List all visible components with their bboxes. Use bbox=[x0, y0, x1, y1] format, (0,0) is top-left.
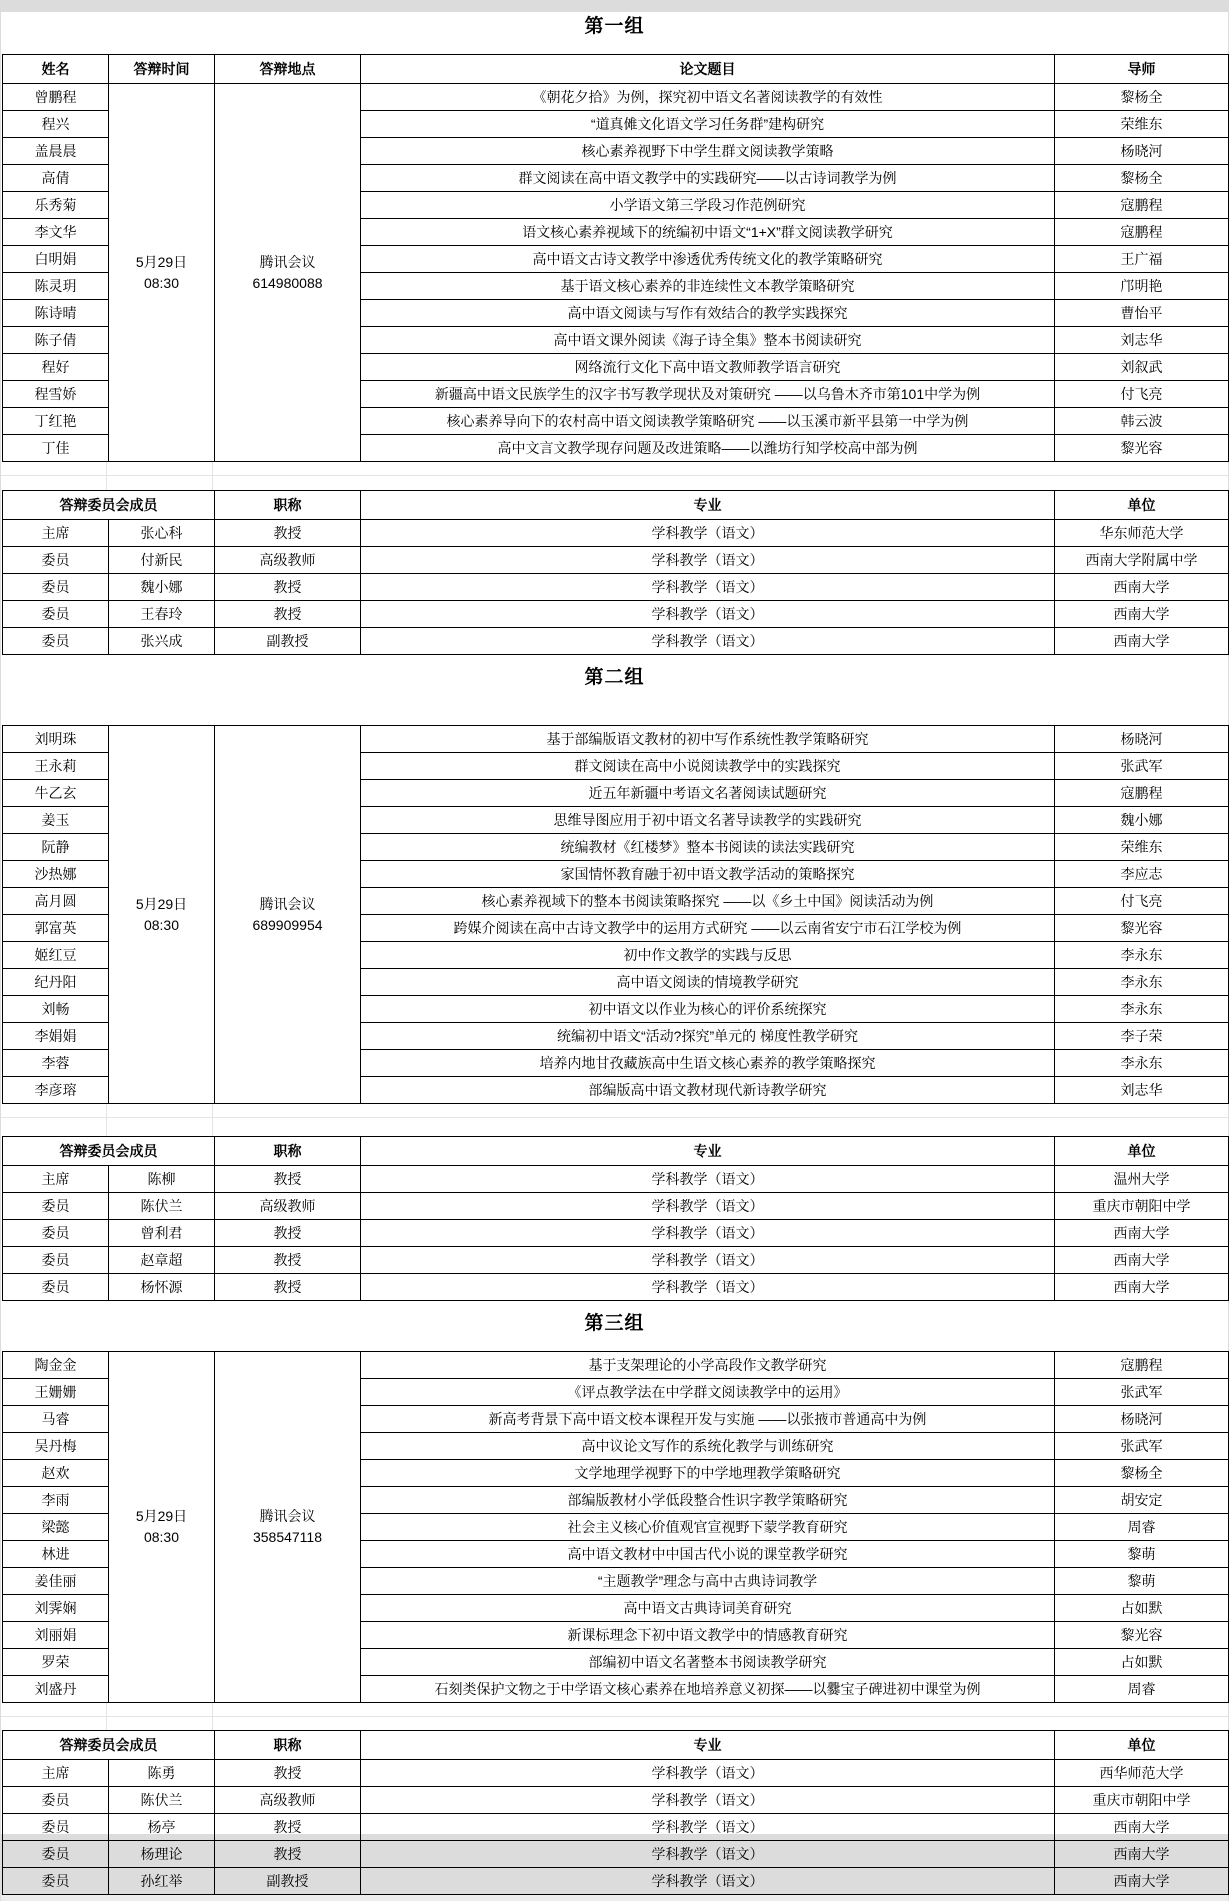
committee-table-group-1 bbox=[2, 490, 1229, 655]
thesis-title-cell: 高中文言文教学现存问题及改进策略——以潍坊行知学校高中部为例 bbox=[361, 435, 1055, 462]
header-committee-members: 答辩委员会成员 bbox=[3, 1137, 215, 1166]
committee-unit-cell: 西南大学 bbox=[1055, 1247, 1229, 1274]
advisor-cell: 胡安定 bbox=[1055, 1487, 1229, 1514]
advisor-cell: 黎杨全 bbox=[1055, 1460, 1229, 1487]
student-name-cell: 沙热娜 bbox=[3, 861, 109, 888]
student-name-cell: 刘霁娴 bbox=[3, 1595, 109, 1622]
committee-major-cell: 学科教学（语文） bbox=[361, 1787, 1055, 1814]
student-name-cell: 刘盛丹 bbox=[3, 1676, 109, 1703]
committee-row bbox=[3, 628, 1229, 655]
committee-name-cell: 杨怀源 bbox=[109, 1274, 215, 1301]
advisor-cell: 李子荣 bbox=[1055, 1023, 1229, 1050]
committee-role-cell: 主席 bbox=[3, 1166, 109, 1193]
thesis-title-cell: 石刻类保护文物之于中学语文核心素养在地培养意义初探——以爨宝子碑进初中课堂为例 bbox=[361, 1676, 1055, 1703]
meeting-platform: 腾讯会议 bbox=[259, 1508, 316, 1524]
defense-clock: 08:30 bbox=[143, 1529, 180, 1545]
thesis-title-cell: 基于部编版语文教材的初中写作系统性教学策略研究 bbox=[361, 726, 1055, 753]
committee-unit-cell: 西南大学附属中学 bbox=[1055, 547, 1229, 574]
thesis-title-cell: 高中语文教材中中国古代小说的课堂教学研究 bbox=[361, 1541, 1055, 1568]
committee-major-cell: 学科教学（语文） bbox=[361, 601, 1055, 628]
meeting-id: 614980088 bbox=[252, 274, 323, 291]
defense-time-cell bbox=[109, 726, 215, 1104]
advisor-cell: 黎萌 bbox=[1055, 1568, 1229, 1595]
committee-role-cell: 委员 bbox=[3, 1193, 109, 1220]
student-name-cell: 丁佳 bbox=[3, 435, 109, 462]
committee-rank-cell: 教授 bbox=[215, 1220, 361, 1247]
advisor-cell: 杨晓河 bbox=[1055, 726, 1229, 753]
committee-rank-cell: 副教授 bbox=[215, 1868, 361, 1895]
committee-header-row bbox=[3, 1731, 1229, 1760]
committee-role-cell: 委员 bbox=[3, 1814, 109, 1841]
advisor-cell: 荣维东 bbox=[1055, 834, 1229, 861]
committee-role-cell: 委员 bbox=[3, 1841, 109, 1868]
committee-rank-cell: 高级教师 bbox=[215, 1193, 361, 1220]
student-row bbox=[3, 726, 1229, 753]
thesis-title-cell: 部编版教材小学低段整合性识字教学策略研究 bbox=[361, 1487, 1055, 1514]
group-title-3: 第三组 bbox=[584, 1313, 645, 1334]
student-name-cell: 刘丽娟 bbox=[3, 1622, 109, 1649]
advisor-cell: 寇鹏程 bbox=[1055, 219, 1229, 246]
thesis-title-cell: 群文阅读在高中语文教学中的实践研究——以古诗词教学为例 bbox=[361, 165, 1055, 192]
advisor-cell: 荣维东 bbox=[1055, 111, 1229, 138]
header-committee-members: 答辩委员会成员 bbox=[3, 1731, 215, 1760]
student-name-cell: 陈子倩 bbox=[3, 327, 109, 354]
thesis-title-cell: 高中语文阅读的情境教学研究 bbox=[361, 969, 1055, 996]
defense-clock: 08:30 bbox=[143, 916, 180, 933]
thesis-title-cell: 网络流行文化下高中语文教师教学语言研究 bbox=[361, 354, 1055, 381]
advisor-cell: 刘志华 bbox=[1055, 327, 1229, 354]
thesis-title-cell: 近五年新疆中考语文名著阅读试题研究 bbox=[361, 780, 1055, 807]
committee-major-cell: 学科教学（语文） bbox=[361, 520, 1055, 547]
advisor-cell: 李应志 bbox=[1055, 861, 1229, 888]
committee-name-cell: 王春玲 bbox=[109, 601, 215, 628]
thesis-title-cell: 群文阅读在高中小说阅读教学中的实践探究 bbox=[361, 753, 1055, 780]
committee-role-cell: 委员 bbox=[3, 1220, 109, 1247]
thesis-title-cell: 高中语文课外阅读《海子诗全集》整本书阅读研究 bbox=[361, 327, 1055, 354]
spacer-gridlines bbox=[1, 1703, 1228, 1730]
header-rank: 职称 bbox=[215, 1137, 361, 1166]
thesis-title-cell: 高中议论文写作的系统化教学与训练研究 bbox=[361, 1433, 1055, 1460]
student-name-cell: 李雨 bbox=[3, 1487, 109, 1514]
committee-role-cell: 委员 bbox=[3, 601, 109, 628]
student-name-cell: 马睿 bbox=[3, 1406, 109, 1433]
group-title-2: 第二组 bbox=[584, 667, 645, 688]
header-unit: 单位 bbox=[1055, 491, 1229, 520]
thesis-title-cell: 家国情怀教育融于初中语文教学活动的策略探究 bbox=[361, 861, 1055, 888]
thesis-title-cell: 跨媒介阅读在高中古诗文教学中的运用方式研究 ——以云南省安宁市石江学校为例 bbox=[361, 915, 1055, 942]
advisor-cell: 周睿 bbox=[1055, 1676, 1229, 1703]
committee-role-cell: 委员 bbox=[3, 1247, 109, 1274]
committee-rank-cell: 教授 bbox=[215, 1814, 361, 1841]
committee-rank-cell: 教授 bbox=[215, 520, 361, 547]
committee-row bbox=[3, 601, 1229, 628]
committee-name-cell: 张兴成 bbox=[109, 628, 215, 655]
header-rank: 职称 bbox=[215, 1731, 361, 1760]
committee-row bbox=[3, 1220, 1229, 1247]
advisor-cell: 李永东 bbox=[1055, 942, 1229, 969]
spacer-gridlines bbox=[1, 1104, 1228, 1136]
schedule-table-group-1 bbox=[2, 54, 1229, 462]
committee-table-group-2 bbox=[2, 1136, 1229, 1301]
advisor-cell: 付飞亮 bbox=[1055, 381, 1229, 408]
header-rank: 职称 bbox=[215, 491, 361, 520]
committee-role-cell: 委员 bbox=[3, 628, 109, 655]
thesis-title-cell: 社会主义核心价值观官宣视野下蒙学教育研究 bbox=[361, 1514, 1055, 1541]
student-name-cell: 牛乙玄 bbox=[3, 780, 109, 807]
header-major: 专业 bbox=[361, 491, 1055, 520]
committee-major-cell: 学科教学（语文） bbox=[361, 547, 1055, 574]
advisor-cell: 寇鹏程 bbox=[1055, 1352, 1229, 1379]
committee-row bbox=[3, 1193, 1229, 1220]
student-name-cell: 乐秀菊 bbox=[3, 192, 109, 219]
committee-role-cell: 委员 bbox=[3, 1868, 109, 1895]
committee-name-cell: 陈伏兰 bbox=[109, 1787, 215, 1814]
student-name-cell: 赵欢 bbox=[3, 1460, 109, 1487]
defense-location-cell bbox=[215, 1352, 361, 1703]
thesis-title-cell: 思维导图应用于初中语文名著导读教学的实践研究 bbox=[361, 807, 1055, 834]
committee-rank-cell: 教授 bbox=[215, 601, 361, 628]
committee-rank-cell: 教授 bbox=[215, 1247, 361, 1274]
header-advisor: 导师 bbox=[1055, 55, 1229, 84]
committee-role-cell: 主席 bbox=[3, 1760, 109, 1787]
schedule-table-group-3 bbox=[2, 1351, 1229, 1703]
committee-unit-cell: 西南大学 bbox=[1055, 601, 1229, 628]
student-row bbox=[3, 1352, 1229, 1379]
committee-name-cell: 曾利君 bbox=[109, 1220, 215, 1247]
committee-rank-cell: 教授 bbox=[215, 1841, 361, 1868]
committee-name-cell: 杨亭 bbox=[109, 1814, 215, 1841]
student-name-cell: 李彦瑢 bbox=[3, 1077, 109, 1104]
advisor-cell: 张武军 bbox=[1055, 753, 1229, 780]
advisor-cell: 邝明艳 bbox=[1055, 273, 1229, 300]
spacer-gridlines bbox=[1, 462, 1228, 490]
advisor-cell: 刘志华 bbox=[1055, 1077, 1229, 1104]
meeting-id: 689909954 bbox=[252, 916, 323, 933]
advisor-cell: 黎光容 bbox=[1055, 435, 1229, 462]
student-name-cell: 李文华 bbox=[3, 219, 109, 246]
committee-major-cell: 学科教学（语文） bbox=[361, 1193, 1055, 1220]
defense-schedule-sheet bbox=[1, 12, 1228, 1889]
thesis-title-cell: 小学语文第三学段习作范例研究 bbox=[361, 192, 1055, 219]
student-name-cell: 姬红豆 bbox=[3, 942, 109, 969]
committee-name-cell: 付新民 bbox=[109, 547, 215, 574]
thesis-title-cell: 统编初中语文“活动?探究”单元的 梯度性教学研究 bbox=[361, 1023, 1055, 1050]
advisor-cell: 杨晓河 bbox=[1055, 138, 1229, 165]
student-name-cell: 李蓉 bbox=[3, 1050, 109, 1077]
committee-role-cell: 委员 bbox=[3, 1274, 109, 1301]
committee-major-cell: 学科教学（语文） bbox=[361, 628, 1055, 655]
student-name-cell: 陈灵玥 bbox=[3, 273, 109, 300]
committee-rank-cell: 高级教师 bbox=[215, 547, 361, 574]
advisor-cell: 李永东 bbox=[1055, 996, 1229, 1023]
committee-unit-cell: 西南大学 bbox=[1055, 1868, 1229, 1895]
thesis-title-cell: 语文核心素养视域下的统编初中语文“1+X”群文阅读教学研究 bbox=[361, 219, 1055, 246]
committee-rank-cell: 教授 bbox=[215, 1166, 361, 1193]
advisor-cell: 王广福 bbox=[1055, 246, 1229, 273]
committee-row bbox=[3, 1247, 1229, 1274]
thesis-title-cell: 《评点教学法在中学群文阅读教学中的运用》 bbox=[361, 1379, 1055, 1406]
committee-row bbox=[3, 520, 1229, 547]
advisor-cell: 曹怡平 bbox=[1055, 300, 1229, 327]
header-major: 专业 bbox=[361, 1731, 1055, 1760]
student-name-cell: 罗荣 bbox=[3, 1649, 109, 1676]
meeting-platform: 腾讯会议 bbox=[259, 895, 316, 912]
advisor-cell: 付飞亮 bbox=[1055, 888, 1229, 915]
thesis-title-cell: 核心素养导向下的农村高中语文阅读教学策略研究 ——以玉溪市新平县第一中学为例 bbox=[361, 408, 1055, 435]
student-name-cell: 曾鹏程 bbox=[3, 84, 109, 111]
student-name-cell: 高月圆 bbox=[3, 888, 109, 915]
committee-unit-cell: 西南大学 bbox=[1055, 1814, 1229, 1841]
student-name-cell: 刘明珠 bbox=[3, 726, 109, 753]
committee-rank-cell: 教授 bbox=[215, 574, 361, 601]
advisor-cell: 张武军 bbox=[1055, 1433, 1229, 1460]
committee-major-cell: 学科教学（语文） bbox=[361, 1841, 1055, 1868]
header-location: 答辩地点 bbox=[215, 55, 361, 84]
thesis-title-cell: 核心素养视野下中学生群文阅读教学策略 bbox=[361, 138, 1055, 165]
advisor-cell: 李永东 bbox=[1055, 969, 1229, 996]
committee-name-cell: 陈柳 bbox=[109, 1166, 215, 1193]
committee-row bbox=[3, 1841, 1229, 1868]
student-name-cell: 丁红艳 bbox=[3, 408, 109, 435]
student-name-cell: 林进 bbox=[3, 1541, 109, 1568]
committee-major-cell: 学科教学（语文） bbox=[361, 1814, 1055, 1841]
header-committee-members: 答辩委员会成员 bbox=[3, 491, 215, 520]
student-row bbox=[3, 84, 1229, 111]
meeting-id: 358547118 bbox=[252, 1529, 323, 1545]
student-name-cell: 白明娟 bbox=[3, 246, 109, 273]
student-name-cell: 郭富英 bbox=[3, 915, 109, 942]
group-title-1: 第一组 bbox=[584, 16, 645, 37]
student-name-cell: 吴丹梅 bbox=[3, 1433, 109, 1460]
thesis-title-cell: 高中语文阅读与写作有效结合的教学实践探究 bbox=[361, 300, 1055, 327]
committee-unit-cell: 西南大学 bbox=[1055, 1841, 1229, 1868]
committee-row bbox=[3, 547, 1229, 574]
committee-role-cell: 委员 bbox=[3, 574, 109, 601]
advisor-cell: 寇鹏程 bbox=[1055, 192, 1229, 219]
advisor-cell: 杨晓河 bbox=[1055, 1406, 1229, 1433]
header-name: 姓名 bbox=[3, 55, 109, 84]
student-name-cell: 程好 bbox=[3, 354, 109, 381]
committee-name-cell: 张心科 bbox=[109, 520, 215, 547]
advisor-cell: 占如默 bbox=[1055, 1649, 1229, 1676]
student-name-cell: 李娟娟 bbox=[3, 1023, 109, 1050]
committee-major-cell: 学科教学（语文） bbox=[361, 1274, 1055, 1301]
advisor-cell: 李永东 bbox=[1055, 1050, 1229, 1077]
thesis-title-cell: 新疆高中语文民族学生的汉字书写教学现状及对策研究 ——以乌鲁木齐市第101中学为例 bbox=[361, 381, 1055, 408]
student-name-cell: 纪丹阳 bbox=[3, 969, 109, 996]
thesis-title-cell: 高中语文古典诗词美育研究 bbox=[361, 1595, 1055, 1622]
advisor-cell: 韩云波 bbox=[1055, 408, 1229, 435]
student-name-cell: 高倩 bbox=[3, 165, 109, 192]
defense-location-cell bbox=[215, 84, 361, 462]
advisor-cell: 黎萌 bbox=[1055, 1541, 1229, 1568]
thesis-title-cell: 文学地理学视野下的中学地理教学策略研究 bbox=[361, 1460, 1055, 1487]
committee-row bbox=[3, 1868, 1229, 1895]
committee-rank-cell: 教授 bbox=[215, 1760, 361, 1787]
student-name-cell: 姜佳丽 bbox=[3, 1568, 109, 1595]
meeting-platform: 腾讯会议 bbox=[259, 253, 316, 270]
student-name-cell: 阮静 bbox=[3, 834, 109, 861]
student-name-cell: 程雪娇 bbox=[3, 381, 109, 408]
schedule-header-row bbox=[3, 55, 1229, 84]
committee-role-cell: 委员 bbox=[3, 1787, 109, 1814]
thesis-title-cell: 部编版高中语文教材现代新诗教学研究 bbox=[361, 1077, 1055, 1104]
advisor-cell: 张武军 bbox=[1055, 1379, 1229, 1406]
committee-name-cell: 陈勇 bbox=[109, 1760, 215, 1787]
committee-unit-cell: 西南大学 bbox=[1055, 1220, 1229, 1247]
committee-name-cell: 孙红举 bbox=[109, 1868, 215, 1895]
student-name-cell: 刘畅 bbox=[3, 996, 109, 1023]
committee-unit-cell: 重庆市朝阳中学 bbox=[1055, 1193, 1229, 1220]
committee-unit-cell: 西南大学 bbox=[1055, 574, 1229, 601]
committee-name-cell: 杨理论 bbox=[109, 1841, 215, 1868]
committee-header-row bbox=[3, 491, 1229, 520]
committee-row bbox=[3, 1760, 1229, 1787]
committee-unit-cell: 华东师范大学 bbox=[1055, 520, 1229, 547]
student-name-cell: 梁懿 bbox=[3, 1514, 109, 1541]
advisor-cell: 占如默 bbox=[1055, 1595, 1229, 1622]
advisor-cell: 黎杨全 bbox=[1055, 84, 1229, 111]
defense-time-cell bbox=[109, 1352, 215, 1703]
thesis-title-cell: 初中语文以作业为核心的评价系统探究 bbox=[361, 996, 1055, 1023]
advisor-cell: 黎光容 bbox=[1055, 1622, 1229, 1649]
header-unit: 单位 bbox=[1055, 1137, 1229, 1166]
committee-unit-cell: 重庆市朝阳中学 bbox=[1055, 1787, 1229, 1814]
defense-date: 5月29日 bbox=[135, 253, 188, 270]
committee-major-cell: 学科教学（语文） bbox=[361, 1166, 1055, 1193]
student-name-cell: 王姗姗 bbox=[3, 1379, 109, 1406]
thesis-title-cell: 培养内地甘孜藏族高中生语文核心素养的教学策略探究 bbox=[361, 1050, 1055, 1077]
committee-unit-cell: 西南大学 bbox=[1055, 628, 1229, 655]
schedule-table-group-2 bbox=[2, 725, 1229, 1104]
thesis-title-cell: 新课标理念下初中语文教学中的情感教育研究 bbox=[361, 1622, 1055, 1649]
committee-major-cell: 学科教学（语文） bbox=[361, 1220, 1055, 1247]
committee-unit-cell: 西南大学 bbox=[1055, 1274, 1229, 1301]
defense-clock: 08:30 bbox=[143, 274, 180, 291]
student-name-cell: 姜玉 bbox=[3, 807, 109, 834]
defense-date: 5月29日 bbox=[135, 895, 188, 912]
thesis-title-cell: 基于语文核心素养的非连续性文本教学策略研究 bbox=[361, 273, 1055, 300]
advisor-cell: 黎光容 bbox=[1055, 915, 1229, 942]
committee-unit-cell: 西华师范大学 bbox=[1055, 1760, 1229, 1787]
student-name-cell: 王永莉 bbox=[3, 753, 109, 780]
committee-row bbox=[3, 1814, 1229, 1841]
committee-major-cell: 学科教学（语文） bbox=[361, 574, 1055, 601]
committee-rank-cell: 副教授 bbox=[215, 628, 361, 655]
committee-name-cell: 魏小娜 bbox=[109, 574, 215, 601]
committee-name-cell: 赵章超 bbox=[109, 1247, 215, 1274]
committee-major-cell: 学科教学（语文） bbox=[361, 1868, 1055, 1895]
thesis-title-cell: 基于支架理论的小学高段作文教学研究 bbox=[361, 1352, 1055, 1379]
defense-date: 5月29日 bbox=[135, 1508, 188, 1524]
committee-table-group-3 bbox=[2, 1730, 1229, 1895]
committee-rank-cell: 高级教师 bbox=[215, 1787, 361, 1814]
header-unit: 单位 bbox=[1055, 1731, 1229, 1760]
student-name-cell: 陈诗晴 bbox=[3, 300, 109, 327]
advisor-cell: 寇鹏程 bbox=[1055, 780, 1229, 807]
student-name-cell: 盖晨晨 bbox=[3, 138, 109, 165]
header-time: 答辩时间 bbox=[109, 55, 215, 84]
committee-header-row bbox=[3, 1137, 1229, 1166]
thesis-title-cell: “道真傩文化语文学习任务群”建构研究 bbox=[361, 111, 1055, 138]
thesis-title-cell: 统编教材《红楼梦》整本书阅读的读法实践研究 bbox=[361, 834, 1055, 861]
advisor-cell: 刘叙武 bbox=[1055, 354, 1229, 381]
header-thesis: 论文题目 bbox=[361, 55, 1055, 84]
thesis-title-cell: “主题教学”理念与高中古典诗词教学 bbox=[361, 1568, 1055, 1595]
advisor-cell: 黎杨全 bbox=[1055, 165, 1229, 192]
thesis-title-cell: 高中语文古诗文教学中渗透优秀传统文化的教学策略研究 bbox=[361, 246, 1055, 273]
advisor-cell: 周睿 bbox=[1055, 1514, 1229, 1541]
committee-name-cell: 陈伏兰 bbox=[109, 1193, 215, 1220]
student-name-cell: 陶金金 bbox=[3, 1352, 109, 1379]
committee-role-cell: 委员 bbox=[3, 547, 109, 574]
committee-major-cell: 学科教学（语文） bbox=[361, 1247, 1055, 1274]
committee-major-cell: 学科教学（语文） bbox=[361, 1760, 1055, 1787]
thesis-title-cell: 部编初中语文名著整本书阅读教学研究 bbox=[361, 1649, 1055, 1676]
defense-time-cell bbox=[109, 84, 215, 462]
committee-rank-cell: 教授 bbox=[215, 1274, 361, 1301]
committee-role-cell: 主席 bbox=[3, 520, 109, 547]
thesis-title-cell: 新高考背景下高中语文校本课程开发与实施 ——以张掖市普通高中为例 bbox=[361, 1406, 1055, 1433]
committee-row bbox=[3, 1166, 1229, 1193]
advisor-cell: 魏小娜 bbox=[1055, 807, 1229, 834]
thesis-title-cell: 初中作文教学的实践与反思 bbox=[361, 942, 1055, 969]
student-name-cell: 程兴 bbox=[3, 111, 109, 138]
committee-unit-cell: 温州大学 bbox=[1055, 1166, 1229, 1193]
committee-row bbox=[3, 574, 1229, 601]
committee-row bbox=[3, 1787, 1229, 1814]
committee-row bbox=[3, 1274, 1229, 1301]
thesis-title-cell: 《朝花夕拾》为例，探究初中语文名著阅读教学的有效性 bbox=[361, 84, 1055, 111]
header-major: 专业 bbox=[361, 1137, 1055, 1166]
thesis-title-cell: 核心素养视域下的整本书阅读策略探究 ——以《乡土中国》阅读活动为例 bbox=[361, 888, 1055, 915]
defense-location-cell bbox=[215, 726, 361, 1104]
